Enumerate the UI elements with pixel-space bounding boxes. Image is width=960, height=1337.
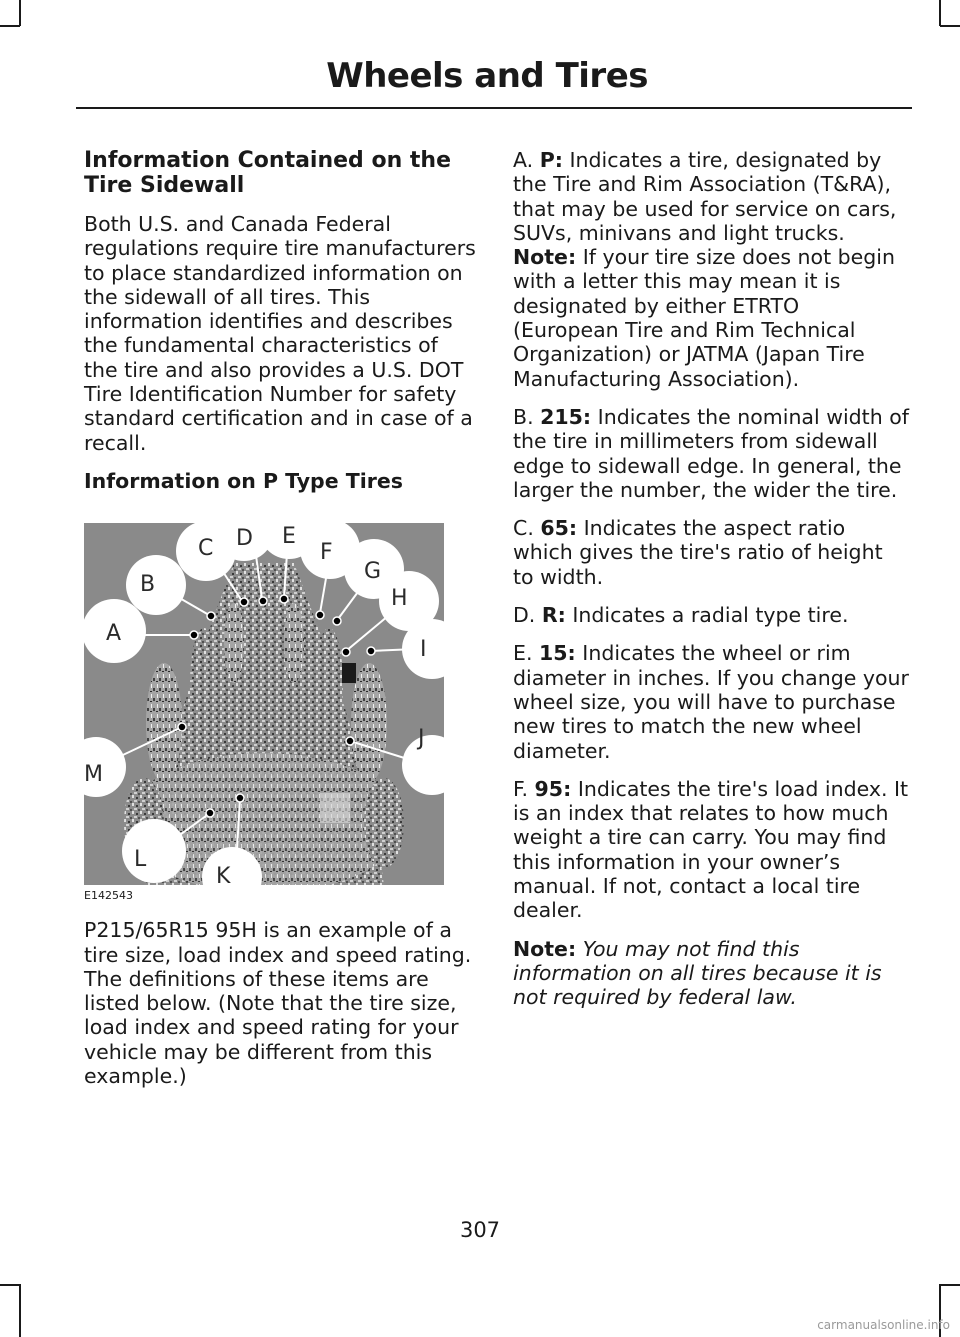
label-a: A: [106, 621, 122, 647]
label-j: J: [418, 726, 425, 752]
watermark: carmanualsonline.info: [817, 1318, 950, 1332]
item-prefix: E.: [513, 641, 533, 666]
label-m: M: [84, 762, 103, 788]
item-note-text: If your tire size does not begin with a letter this may mean it is designated by either ETRTO (European Tire and Rim Technical Organization) or JATMA (Japan Tire Manufacturing Association).: [513, 245, 895, 391]
note-label: Note:: [513, 936, 577, 961]
federal-law-note: [513, 937, 909, 1010]
tire-sidewall-figure: [84, 523, 444, 885]
label-i: I: [420, 637, 427, 663]
label-d: D: [236, 526, 253, 552]
item-note-label: Note:: [513, 245, 577, 270]
label-l: L: [134, 847, 147, 873]
item-code: R:: [541, 603, 566, 628]
section-heading: Information Contained on the Tire Sidewall: [84, 148, 451, 198]
note-text: You may not find this information on all tires because it is not required by federal law.: [513, 936, 882, 1010]
label-f: F: [320, 540, 333, 566]
crop-mark-bottom-left-h: [0, 1284, 20, 1286]
item-prefix: C.: [513, 516, 534, 541]
item-text: Indicates the wheel or rim diameter in inches. If you change your wheel size, you will have to purchase new tires to match the new wheel diameter.: [513, 641, 909, 763]
label-k: K: [216, 864, 231, 886]
item-text: Indicates the nominal width of the tire in millimeters from sidewall edge to sidewall edge. In general, the larger the number, the wider the tire.: [513, 404, 909, 502]
item-prefix: F.: [513, 776, 529, 801]
definition-item-d: [513, 603, 909, 627]
item-prefix: A.: [513, 148, 534, 172]
example-paragraph: P215/65R15 95H is an example of a tire size, load index and speed rating. The definitions of these items are listed below. (Note that the tire size, load index and speed rating for your vehicle may be different from this example.): [84, 918, 472, 1089]
crop-mark-bottom-right-h: [940, 1284, 960, 1286]
label-b: B: [140, 572, 156, 598]
item-text: Indicates the aspect ratio which gives the tire's ratio of height to width.: [513, 516, 883, 589]
tire-sidewall-illustration: [84, 523, 444, 885]
page-header-title: Wheels and Tires: [326, 56, 648, 96]
crop-mark-top-right-v: [939, 0, 941, 26]
item-text: Indicates a tire, designated by the Tire and Rim Association (T&RA), that may be used for service on cars, SUVs, minivans and light trucks.: [513, 148, 897, 245]
item-code: 65:: [540, 516, 578, 541]
left-column: [84, 148, 476, 1102]
intro-paragraph: Both U.S. and Canada Federal regulations require tire manufacturers to place standardized information on the sidewall of all tires. This information identifies and describes the fundamental characteristics of the tire and also provides a U.S. DOT Tire Identification Number for safety standard certification and in case of a recall.: [84, 212, 476, 455]
crop-mark-top-left-h: [0, 25, 20, 27]
definition-item-e: [513, 641, 909, 762]
header-rule: [76, 107, 912, 109]
label-e: E: [282, 524, 296, 550]
definition-item-c: [513, 516, 909, 589]
item-code: 15:: [539, 641, 576, 666]
label-c: C: [198, 536, 214, 562]
item-code: P:: [539, 148, 563, 172]
crop-mark-top-left-v: [19, 0, 21, 26]
item-prefix: D.: [513, 603, 536, 628]
item-text: Indicates the tire's load index. It is an index that relates to how much weight a tire can carry. You may find this information in your owner’s manual. If not, contact a local tire dealer.: [513, 776, 909, 923]
right-column: [513, 148, 909, 1024]
item-code: 95:: [534, 776, 572, 801]
page-number: 307: [459, 1218, 501, 1242]
definition-item-a: [513, 148, 909, 391]
figure-code: E142543: [84, 889, 133, 903]
crop-mark-bottom-left-v: [19, 1284, 21, 1337]
item-text: Indicates a radial type tire.: [572, 603, 849, 628]
label-g: G: [364, 559, 382, 585]
label-h: H: [391, 586, 408, 612]
item-code: 215:: [540, 404, 592, 429]
definition-item-f: [513, 777, 909, 923]
item-prefix: B.: [513, 404, 534, 429]
crop-mark-top-right-h: [940, 25, 960, 27]
subheading-p-type-tires: Information on P Type Tires: [84, 468, 404, 493]
definition-item-b: [513, 405, 909, 502]
